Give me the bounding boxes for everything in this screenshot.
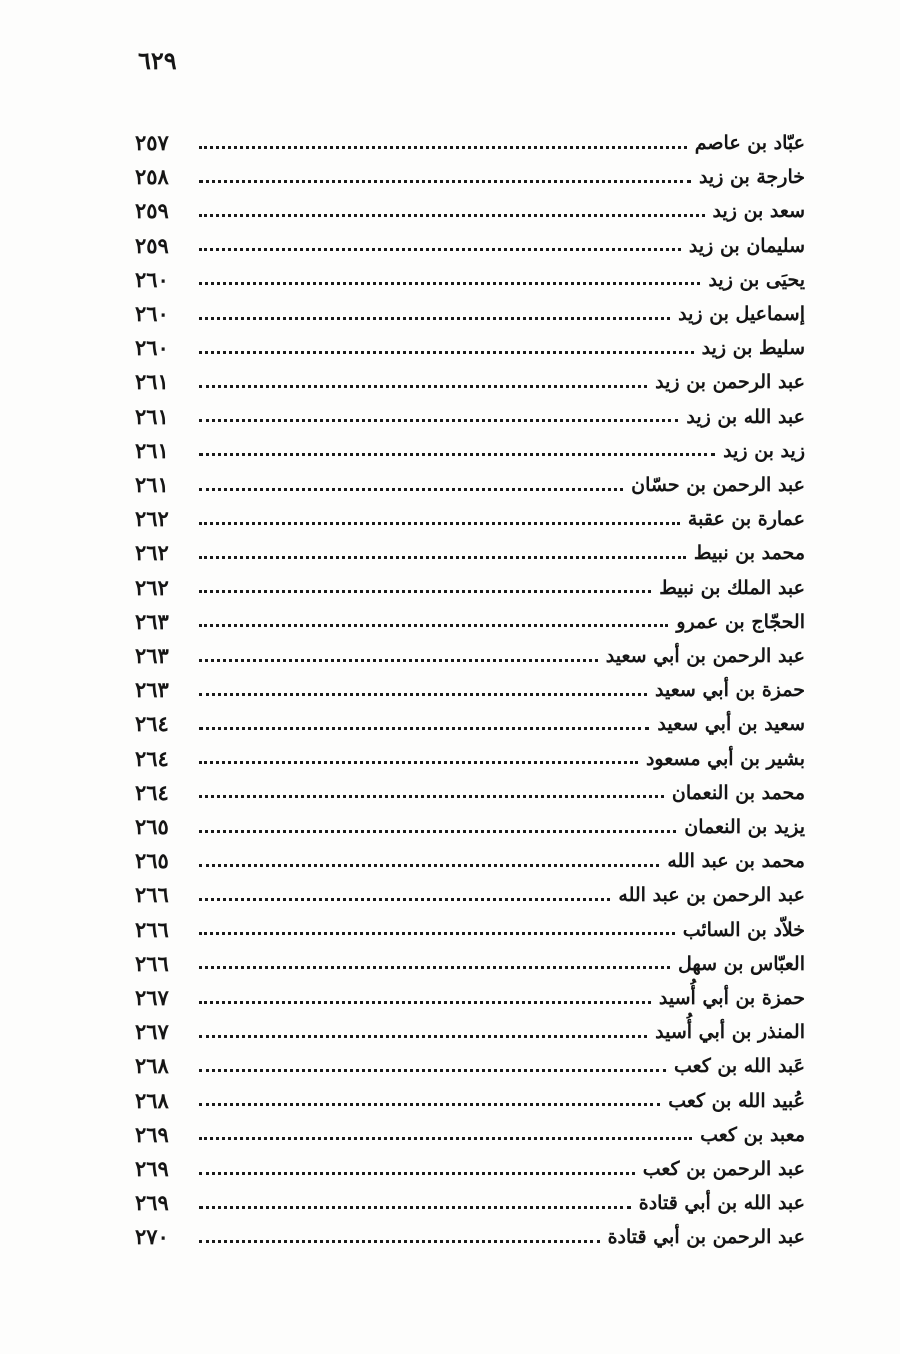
dot-leader bbox=[199, 727, 649, 730]
index-entry bbox=[135, 195, 805, 229]
entry-name: عمارة بن عقبة bbox=[687, 508, 805, 531]
dot-leader bbox=[199, 1240, 600, 1243]
entry-page-number: ٢٦٠ bbox=[135, 266, 169, 292]
dot-leader bbox=[199, 1103, 660, 1106]
index-entry bbox=[135, 777, 805, 811]
entry-page-number: ٢٦٠ bbox=[135, 335, 169, 361]
index-entry bbox=[135, 674, 805, 708]
dot-leader bbox=[199, 1001, 651, 1004]
index-entry bbox=[135, 264, 805, 298]
entry-page-number: ٢٦٨ bbox=[135, 1053, 169, 1079]
index-entry bbox=[135, 1153, 805, 1187]
entry-page-number: ٢٦٢ bbox=[135, 574, 169, 600]
dot-leader bbox=[199, 488, 623, 491]
entry-name: محمد بن عبد الله bbox=[667, 850, 805, 873]
entry-page-number: ٢٦٩ bbox=[135, 1121, 169, 1147]
entry-name: سليط بن زيد bbox=[701, 337, 805, 360]
dot-leader bbox=[199, 556, 686, 559]
dot-leader bbox=[199, 761, 638, 764]
index-entry bbox=[135, 982, 805, 1016]
index-entry bbox=[135, 332, 805, 366]
dot-leader bbox=[199, 864, 659, 867]
index-entry bbox=[135, 503, 805, 537]
index-entry bbox=[135, 401, 805, 435]
entry-page-number: ٢٦٩ bbox=[135, 1190, 169, 1216]
entry-page-number: ٢٦١ bbox=[135, 369, 169, 395]
dot-leader bbox=[199, 453, 715, 456]
page-number: ٦٢٩ bbox=[138, 46, 177, 75]
entry-page-number: ٢٦٢ bbox=[135, 540, 169, 566]
entry-name: زيد بن زيد bbox=[723, 439, 805, 462]
dot-leader bbox=[199, 1069, 666, 1072]
entry-page-number: ٢٦٨ bbox=[135, 1087, 169, 1113]
entry-page-number: ٢٦٦ bbox=[135, 882, 169, 908]
index-entry bbox=[135, 640, 805, 674]
entry-page-number: ٢٥٩ bbox=[135, 198, 169, 224]
dot-leader bbox=[199, 282, 700, 285]
index-entry bbox=[135, 435, 805, 469]
index-entry bbox=[135, 469, 805, 503]
entry-name: الحجّاج بن عمرو bbox=[676, 610, 805, 633]
entry-name: سعيد بن أبي سعيد bbox=[657, 713, 805, 736]
dot-leader bbox=[199, 624, 668, 627]
index-entry bbox=[135, 572, 805, 606]
entry-name: عَبد الله بن كعب bbox=[673, 1055, 805, 1078]
dot-leader bbox=[199, 590, 651, 593]
dot-leader bbox=[199, 966, 670, 969]
dot-leader bbox=[199, 1172, 635, 1175]
dot-leader bbox=[199, 693, 647, 696]
entry-name: عبد الرحمن بن أبي قتادة bbox=[607, 1226, 805, 1249]
entry-name: عبد الرحمن بن أبي سعيد bbox=[605, 645, 805, 667]
entry-name: المنذر بن أبي أُسيد bbox=[655, 1021, 805, 1044]
entry-name: حمزة بن أبي أُسيد bbox=[658, 987, 805, 1009]
index-entry bbox=[135, 1016, 805, 1050]
entry-page-number: ٢٦٢ bbox=[135, 506, 169, 532]
entry-name: يزيد بن النعمان bbox=[684, 816, 805, 838]
entry-name: حمزة بن أبي سعيد bbox=[655, 679, 805, 702]
dot-leader bbox=[199, 522, 680, 525]
entry-page-number: ٢٦٤ bbox=[135, 745, 169, 771]
entry-name: خلاّد بن السائب bbox=[682, 918, 805, 941]
entry-name: عبّاد بن عاصم bbox=[694, 132, 805, 154]
entry-name: بشير بن أبي مسعود bbox=[645, 747, 805, 770]
index-entry bbox=[135, 230, 805, 264]
dot-leader bbox=[199, 214, 705, 217]
index-entry bbox=[135, 811, 805, 845]
dot-leader bbox=[199, 1206, 631, 1209]
index-entry bbox=[135, 127, 805, 161]
dot-leader bbox=[199, 830, 676, 833]
entry-page-number: ٢٦٤ bbox=[135, 711, 169, 737]
entry-page-number: ٢٦١ bbox=[135, 472, 169, 497]
entry-name: معبد بن كعب bbox=[700, 1123, 805, 1146]
entry-page-number: ٢٦٩ bbox=[135, 1156, 169, 1181]
entry-name: عبد الرحمن بن زيد bbox=[655, 371, 805, 394]
dot-leader bbox=[199, 419, 678, 422]
entry-name: عبد الملك بن نبيط bbox=[659, 576, 805, 599]
index-entry bbox=[135, 845, 805, 879]
index-entry bbox=[135, 743, 805, 777]
entry-page-number: ٢٦١ bbox=[135, 437, 169, 463]
entry-name: سعد بن زيد bbox=[712, 200, 805, 223]
entry-page-number: ٢٦٦ bbox=[135, 916, 169, 942]
entry-name: عبد الرحمن بن حسّان bbox=[631, 474, 805, 496]
entry-page-number: ٢٥٨ bbox=[135, 164, 169, 190]
index-entry bbox=[135, 298, 805, 332]
dot-leader bbox=[199, 317, 670, 320]
dot-leader bbox=[199, 351, 694, 354]
dot-leader bbox=[199, 932, 675, 935]
entry-name: عبد الله بن زيد bbox=[686, 405, 805, 428]
index-entry bbox=[135, 1085, 805, 1119]
entry-name: عبد الله بن أبي قتادة bbox=[638, 1192, 805, 1215]
entry-name: محمد بن نبيط bbox=[693, 542, 805, 565]
entry-page-number: ٢٦٧ bbox=[135, 1019, 169, 1045]
entry-name: عبد الرحمن بن كعب bbox=[642, 1158, 805, 1180]
index-entry bbox=[135, 708, 805, 742]
dot-leader bbox=[199, 1035, 647, 1038]
entry-page-number: ٢٦٣ bbox=[135, 608, 169, 634]
index-entry bbox=[135, 879, 805, 913]
dot-leader bbox=[199, 248, 681, 251]
entry-name: خارجة بن زيد bbox=[698, 166, 805, 189]
index-entry bbox=[135, 537, 805, 571]
dot-leader bbox=[199, 385, 647, 388]
entry-page-number: ٢٥٩ bbox=[135, 232, 169, 258]
index-entry bbox=[135, 914, 805, 948]
entry-page-number: ٢٦٣ bbox=[135, 643, 169, 668]
entry-name: العبّاس بن سهل bbox=[678, 952, 805, 975]
entry-page-number: ٢٦٠ bbox=[135, 301, 169, 326]
entry-name: محمد بن النعمان bbox=[671, 781, 805, 804]
entry-page-number: ٢٥٧ bbox=[135, 130, 169, 155]
entry-page-number: ٢٦٧ bbox=[135, 985, 169, 1010]
entry-page-number: ٢٦٣ bbox=[135, 677, 169, 703]
entry-page-number: ٢٧٠ bbox=[135, 1224, 169, 1250]
entry-page-number: ٢٦٤ bbox=[135, 779, 169, 805]
index-entry bbox=[135, 161, 805, 195]
entry-page-number: ٢٦١ bbox=[135, 403, 169, 429]
dot-leader bbox=[199, 146, 687, 149]
entry-name: إسماعيل بن زيد bbox=[678, 303, 805, 325]
entry-name: سليمان بن زيد bbox=[688, 234, 805, 257]
index-entry bbox=[135, 606, 805, 640]
entry-page-number: ٢٦٥ bbox=[135, 848, 169, 874]
entry-page-number: ٢٦٥ bbox=[135, 814, 169, 839]
dot-leader bbox=[199, 898, 610, 901]
dot-leader bbox=[199, 1137, 692, 1140]
index-entry bbox=[135, 366, 805, 400]
entry-name: يحيَى بن زيد bbox=[708, 268, 805, 291]
index-entry bbox=[135, 948, 805, 982]
index-entry bbox=[135, 1119, 805, 1153]
entry-page-number: ٢٦٦ bbox=[135, 950, 169, 976]
index-entry bbox=[135, 1050, 805, 1084]
entry-name: عبد الرحمن بن عبد الله bbox=[618, 884, 805, 907]
dot-leader bbox=[199, 795, 664, 798]
dot-leader bbox=[199, 180, 691, 183]
entry-name: عُبيد الله بن كعب bbox=[668, 1089, 805, 1112]
index-entry bbox=[135, 1187, 805, 1221]
index-entry bbox=[135, 1221, 805, 1255]
dot-leader bbox=[199, 659, 598, 662]
